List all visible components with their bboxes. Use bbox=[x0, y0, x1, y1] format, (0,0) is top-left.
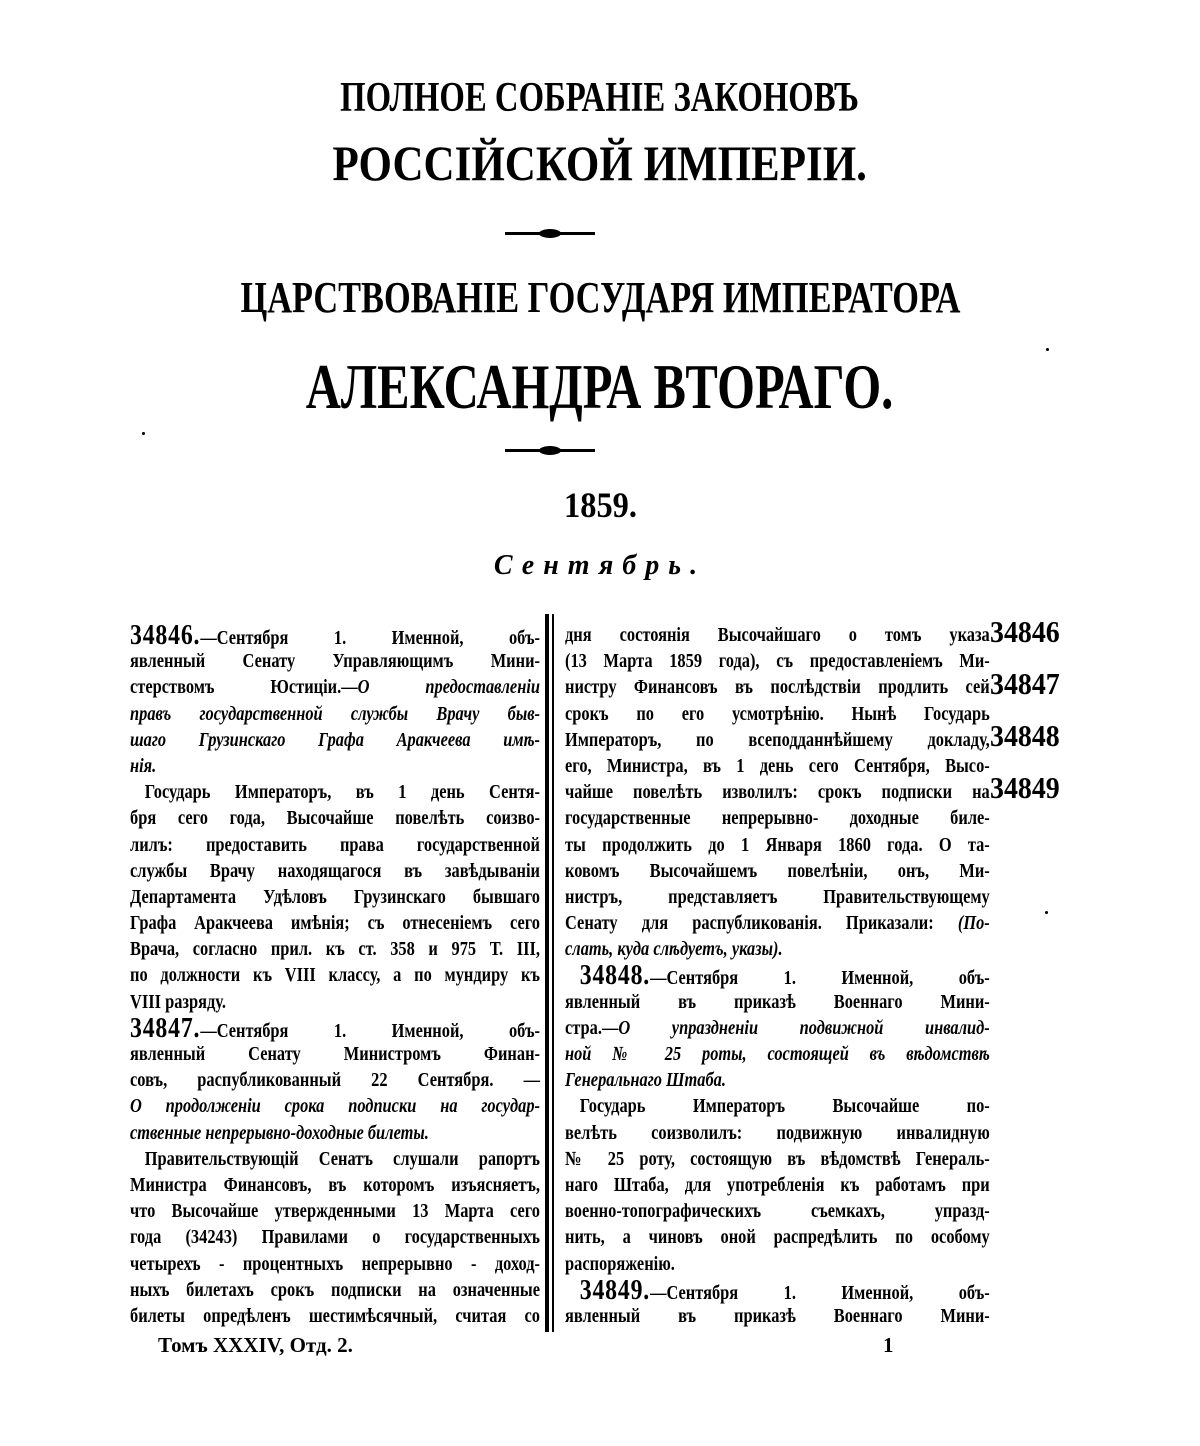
italic-text: ственные непрерывно-доходные билеты. bbox=[130, 1121, 429, 1144]
text-line bbox=[565, 805, 990, 831]
margin-number: 34846 bbox=[990, 614, 1060, 649]
speck bbox=[142, 432, 145, 435]
text-line bbox=[130, 1011, 540, 1044]
text-line bbox=[565, 648, 990, 674]
entry-number: 34847. bbox=[130, 1011, 201, 1044]
margin-number: 34848 bbox=[990, 718, 1060, 753]
title-line-1 bbox=[0, 74, 1200, 122]
ornament-divider bbox=[505, 449, 595, 452]
speck bbox=[1046, 348, 1049, 351]
text-line bbox=[130, 1224, 540, 1250]
margin-number: 34849 bbox=[990, 770, 1060, 805]
reign-text: АЛЕКСАНДРА ВТОРАГО. bbox=[306, 351, 894, 422]
entry-number: 34848. bbox=[579, 959, 651, 992]
text-line bbox=[130, 753, 540, 779]
left-column bbox=[130, 619, 540, 1329]
line-text: —Сентября 1. Именной, объ- bbox=[200, 1019, 540, 1042]
text-line bbox=[130, 779, 540, 805]
line-text: бря сего года, Высочайше повелѣть соизво- bbox=[130, 807, 540, 830]
italic-text: О предоставленіи bbox=[357, 676, 540, 699]
text-line bbox=[565, 1273, 990, 1306]
italic-text: нія. bbox=[130, 754, 157, 777]
text-line bbox=[565, 989, 990, 1015]
text-line bbox=[565, 1146, 990, 1172]
text-line bbox=[130, 884, 540, 910]
line-text: года (34243) Правилами о государственныхъ bbox=[130, 1226, 540, 1249]
text-line bbox=[130, 1067, 540, 1093]
line-text: ты продолжить до 1 Января 1860 года. О та- bbox=[565, 833, 990, 856]
text-line bbox=[565, 701, 990, 727]
line-text: срокъ по его усмотрѣнію. Нынѣ Государь bbox=[565, 702, 990, 725]
text-line bbox=[130, 832, 540, 858]
line-text: ковомъ Высочайшемъ повелѣніи, онъ, Ми- bbox=[565, 859, 990, 882]
italic-text: О упраздненіи подвижной инвалид- bbox=[618, 1016, 990, 1039]
text-line bbox=[565, 884, 990, 910]
line-text: ныхъ билетахъ срокъ подписки на означенные bbox=[130, 1278, 540, 1301]
line-text: —Сентября 1. Именной, объ- bbox=[650, 1281, 990, 1304]
text-line bbox=[130, 674, 540, 700]
text-line bbox=[565, 832, 990, 858]
text-line bbox=[565, 727, 990, 753]
text-line bbox=[565, 753, 990, 779]
column-divider bbox=[545, 614, 549, 1332]
line-text: стра.— bbox=[565, 1016, 619, 1039]
line-text: —Сентября 1. Именной, объ- bbox=[650, 967, 990, 990]
text-line bbox=[130, 805, 540, 831]
line-text: Государь Императоръ Высочайше по- bbox=[579, 1095, 990, 1118]
line-text: лилъ: предоставить права государственной bbox=[130, 833, 540, 856]
italic-text: шаго Грузинскаго Графа Аракчеева имѣ- bbox=[130, 728, 540, 751]
line-text: нить, а чиновъ оной распредѣлить по особому bbox=[565, 1226, 990, 1249]
speck bbox=[1045, 911, 1048, 914]
text-line bbox=[130, 1093, 540, 1119]
line-text: что Высочайше утвержденными 13 Марта сего bbox=[130, 1200, 540, 1223]
line-text: нистру Финансовъ въ послѣдствіи продлить сей bbox=[565, 676, 990, 699]
text-line bbox=[565, 1041, 990, 1067]
line-text: распоряженію. bbox=[565, 1252, 675, 1275]
line-text: —Сентября 1. Именной, объ- bbox=[200, 627, 540, 649]
text-line bbox=[130, 1251, 540, 1277]
text-line bbox=[130, 858, 540, 884]
ornament-divider bbox=[505, 232, 595, 235]
text-line bbox=[565, 779, 990, 805]
line-text: VIII разряду. bbox=[130, 990, 226, 1013]
text-line bbox=[565, 1015, 990, 1041]
text-line bbox=[130, 1303, 540, 1329]
text-line bbox=[130, 1198, 540, 1224]
line-text: службы Врачу находящагося въ завѣдываніи bbox=[130, 859, 540, 882]
text-line bbox=[130, 1277, 540, 1303]
line-text: Министра Финансовъ, въ которомъ изъясняетъ, bbox=[130, 1173, 540, 1196]
text-line bbox=[130, 1120, 540, 1146]
text-line bbox=[130, 1041, 540, 1067]
page-number: 1 bbox=[883, 1333, 894, 1357]
line-text: нистръ, представляетъ Правительствующему bbox=[565, 885, 990, 908]
line-text: (13 Марта 1859 года), съ предоставленіемъ Ми- bbox=[565, 650, 990, 673]
italic-text: Генеральнаго Штаба. bbox=[565, 1069, 726, 1092]
line-text: совъ, распубликованный 22 Сентября. — bbox=[130, 1069, 540, 1092]
text-line bbox=[565, 1120, 990, 1146]
text-line bbox=[130, 962, 540, 988]
text-line bbox=[565, 674, 990, 700]
title-text: РОССІЙСКОЙ ИМПЕРІИ. bbox=[332, 135, 868, 191]
year-heading bbox=[0, 484, 1200, 526]
text-line bbox=[130, 701, 540, 727]
line-text: его, Министра, въ 1 день сего Сентября, Высо- bbox=[565, 754, 990, 777]
text-line bbox=[565, 959, 990, 992]
entry-number: 34849. bbox=[579, 1273, 651, 1306]
text-line bbox=[130, 648, 540, 674]
line-text: Графа Аракчеева имѣнія; съ отнесеніемъ сего bbox=[130, 912, 540, 935]
text-line bbox=[565, 1198, 990, 1224]
line-text: военно-топографическихъ съемкахъ, упразд- bbox=[565, 1200, 990, 1223]
line-text: явленный въ приказѣ Военнаго Мини- bbox=[565, 1304, 990, 1327]
reign-text: ЦАРСТВОВАНІЕ ГОСУДАРЯ ИМПЕРАТОРА bbox=[240, 273, 960, 322]
line-text: велѣть соизволилъ: подвижную инвалидную bbox=[565, 1121, 990, 1144]
text-line bbox=[130, 727, 540, 753]
text-line bbox=[565, 622, 990, 648]
entry-number: 34846. bbox=[130, 619, 201, 651]
right-column bbox=[565, 622, 990, 1329]
text-line bbox=[130, 936, 540, 962]
text-line bbox=[130, 619, 540, 651]
line-text: билеты опредѣленъ шестимѣсячный, считая со bbox=[130, 1304, 540, 1327]
line-text: Врача, согласно прил. къ ст. 358 и 975 Т. III, bbox=[130, 938, 540, 961]
line-text: Сенату для распубликованія. Приказали: bbox=[565, 912, 958, 935]
italic-text: слать, куда слѣдуетъ, указы). bbox=[565, 938, 783, 961]
italic-text: ной № 25 роты, состоящей въ вѣдомствѣ bbox=[565, 1043, 990, 1065]
text-line bbox=[565, 1303, 990, 1329]
line-text: № 25 роту, состоящую въ вѣдомствѣ Генераль- bbox=[565, 1147, 990, 1170]
line-text: Государь Императоръ, въ 1 день Сентя- bbox=[144, 781, 540, 804]
text-line bbox=[565, 1067, 990, 1093]
line-text: чайше повелѣть изволилъ: срокъ подписки на bbox=[565, 781, 990, 804]
text-line bbox=[565, 1172, 990, 1198]
line-text: Императоръ, по всеподданнѣйшему докладу, bbox=[565, 728, 990, 751]
title-line-2 bbox=[0, 134, 1200, 192]
text-line bbox=[565, 1093, 990, 1119]
line-text: стерствомъ Юстиціи.— bbox=[130, 676, 358, 699]
text-line bbox=[565, 910, 990, 936]
reign-line-1 bbox=[0, 272, 1200, 323]
line-text: явленный въ приказѣ Военнаго Мини- bbox=[565, 990, 990, 1013]
line-text: явленный Сенату Министромъ Финан- bbox=[130, 1043, 540, 1065]
italic-text: правъ государственной службы Врачу быв- bbox=[130, 702, 540, 725]
reign-line-2 bbox=[0, 350, 1200, 424]
month-heading bbox=[0, 550, 1200, 582]
line-text: по должности къ VIII классу, а по мундиру къ bbox=[130, 964, 540, 987]
year-text: 1859. bbox=[563, 485, 637, 525]
line-text: Департамента Удѣловъ Грузинскаго бывшаго bbox=[130, 885, 540, 908]
text-line bbox=[130, 1172, 540, 1198]
line-text: Правительствующій Сенатъ слушали рапортъ bbox=[144, 1147, 540, 1170]
text-line bbox=[130, 1146, 540, 1172]
volume-footer: Томъ XXXIV, Отд. 2. bbox=[158, 1333, 353, 1357]
italic-text: (По- bbox=[957, 912, 990, 935]
line-text: наго Штаба, для употребленія къ работамъ при bbox=[565, 1173, 990, 1196]
month-text: Сентябрь. bbox=[493, 550, 707, 581]
text-line bbox=[130, 910, 540, 936]
italic-text: О продолженіи срока подписки на государ- bbox=[130, 1095, 540, 1118]
line-text: государственные непрерывно- доходные биле- bbox=[565, 807, 990, 830]
line-text: четырехъ - процентныхъ непрерывно - доход- bbox=[130, 1252, 540, 1275]
text-line bbox=[565, 858, 990, 884]
title-text: ПОЛНОЕ СОБРАНІЕ ЗАКОНОВЪ bbox=[340, 75, 860, 121]
text-line bbox=[565, 1224, 990, 1250]
line-text: явленный Сенату Управляющимъ Мини- bbox=[130, 650, 540, 673]
line-text: дня состоянія Высочайшаго о томъ указа bbox=[565, 624, 990, 646]
margin-number: 34847 bbox=[990, 666, 1060, 701]
